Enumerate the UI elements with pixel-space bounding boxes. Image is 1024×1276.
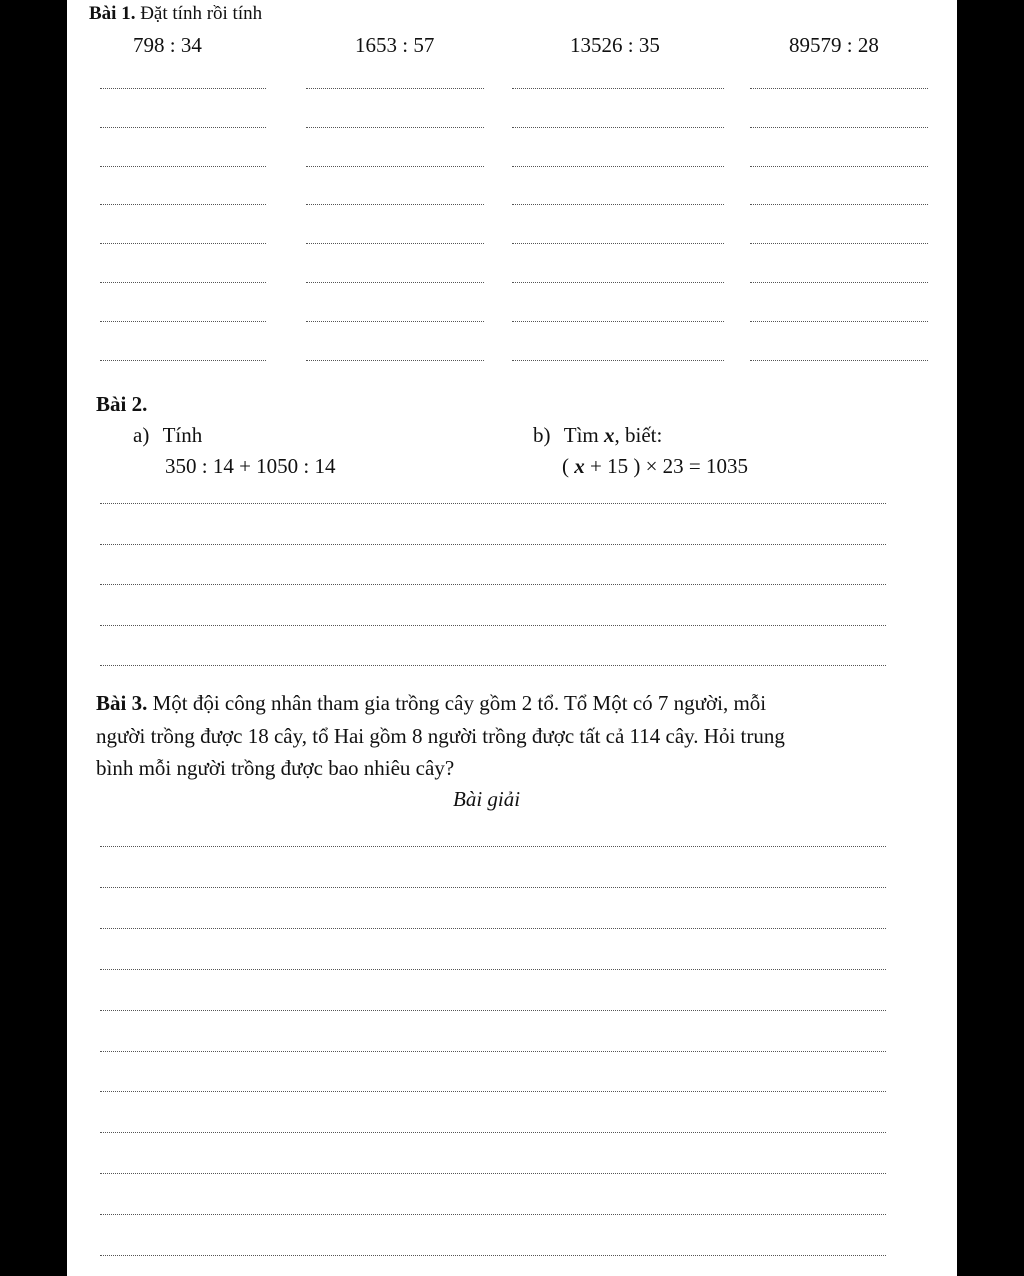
bai1-dotted-line [512,166,724,167]
bai2-part-a-label: a) [133,423,150,447]
bai1-dotted-line [512,360,724,361]
bai1-dotted-line [512,321,724,322]
bai1-dotted-line [306,166,484,167]
bai1-dotted-line [306,127,484,128]
bai1-dotted-line [512,88,724,89]
bai1-problem-3: 13526 : 35 [570,33,660,57]
bai1-title: Bài 1. [89,3,136,24]
bai2-dotted-line [100,665,886,666]
bai1-dotted-line [512,282,724,283]
bai2-part-a-instruction: Tính [162,423,203,447]
bai1-dotted-line [306,88,484,89]
bai2-part-b-heading [533,423,662,448]
bai1-dotted-line [750,166,928,167]
bai2-part-b-eq-open: ( [562,454,569,478]
bai3-line-2: người trồng được 18 cây, tổ Hai gồm 8 người trồng được tất cả 114 cây. Hỏi trung [96,724,785,748]
bai1-dotted-line [100,127,266,128]
bai2-part-b-instruction-pre: Tìm [563,423,599,447]
bai1-dotted-line [750,243,928,244]
bai1-dotted-line [306,360,484,361]
bai1-dotted-line [306,282,484,283]
bai3-line-1 [96,691,766,716]
bai1-dotted-line [512,204,724,205]
bai1-dotted-line [512,127,724,128]
bai1-dotted-line [306,243,484,244]
bai3-dotted-line [100,887,886,888]
bai1-dotted-line [100,166,266,167]
bai1-problem-1: 798 : 34 [133,33,202,57]
bai2-part-a-heading [133,423,202,448]
bai1-problem-2: 1653 : 57 [355,33,435,57]
bai3-dotted-line [100,1051,886,1052]
bai1-dotted-line [100,88,266,89]
bai1-dotted-line [100,360,266,361]
bai1-dotted-line [750,360,928,361]
worksheet-page [67,0,957,1276]
bai3-dotted-line [100,846,886,847]
bai1-dotted-line [750,204,928,205]
bai1-dotted-line [306,204,484,205]
bai1-problem-4: 89579 : 28 [789,33,879,57]
bai1-dotted-line [100,282,266,283]
bai2-part-b-eq-variable: x [574,454,585,478]
bai2-part-b-equation [562,454,748,479]
bai1-dotted-line [100,321,266,322]
bai2-dotted-line [100,584,886,585]
bai2-title: Bài 2. [96,392,148,416]
bai1-dotted-line [750,321,928,322]
bai3-line-3: bình mỗi người trồng được bao nhiêu cây? [96,756,455,780]
bai2-part-b-label: b) [533,423,551,447]
bai3-title: Bài 3. [96,691,148,715]
bai1-heading [89,3,262,25]
bai2-dotted-line [100,503,886,504]
bai1-dotted-line [100,243,266,244]
bai2-part-b-eq-rest: + 15 ) × 23 = 1035 [590,454,749,478]
bai3-dotted-line [100,1255,886,1256]
bai3-solution-heading: Bài giải [453,787,521,811]
bai3-dotted-line [100,1010,886,1011]
bai1-dotted-line [750,282,928,283]
bai2-dotted-line [100,625,886,626]
bai1-instruction: Đặt tính rồi tính [140,3,263,24]
bai3-dotted-line [100,1214,886,1215]
bai2-dotted-line [100,544,886,545]
bai1-dotted-line [100,204,266,205]
bai3-text-1: Một đội công nhân tham gia trồng cây gồm 2 tổ. Tổ Một có 7 người, mỗi [152,691,767,715]
bai3-dotted-line [100,1173,886,1174]
bai3-dotted-line [100,1091,886,1092]
bai3-dotted-line [100,969,886,970]
bai1-dotted-line [750,88,928,89]
bai1-dotted-line [750,127,928,128]
bai3-dotted-line [100,1132,886,1133]
bai2-part-b-instruction-post: , biết: [614,423,663,447]
bai1-dotted-line [512,243,724,244]
bai3-dotted-line [100,928,886,929]
bai1-dotted-line [306,321,484,322]
bai2-part-b-variable: x [604,423,615,447]
bai2-part-a-expression: 350 : 14 + 1050 : 14 [165,454,336,478]
